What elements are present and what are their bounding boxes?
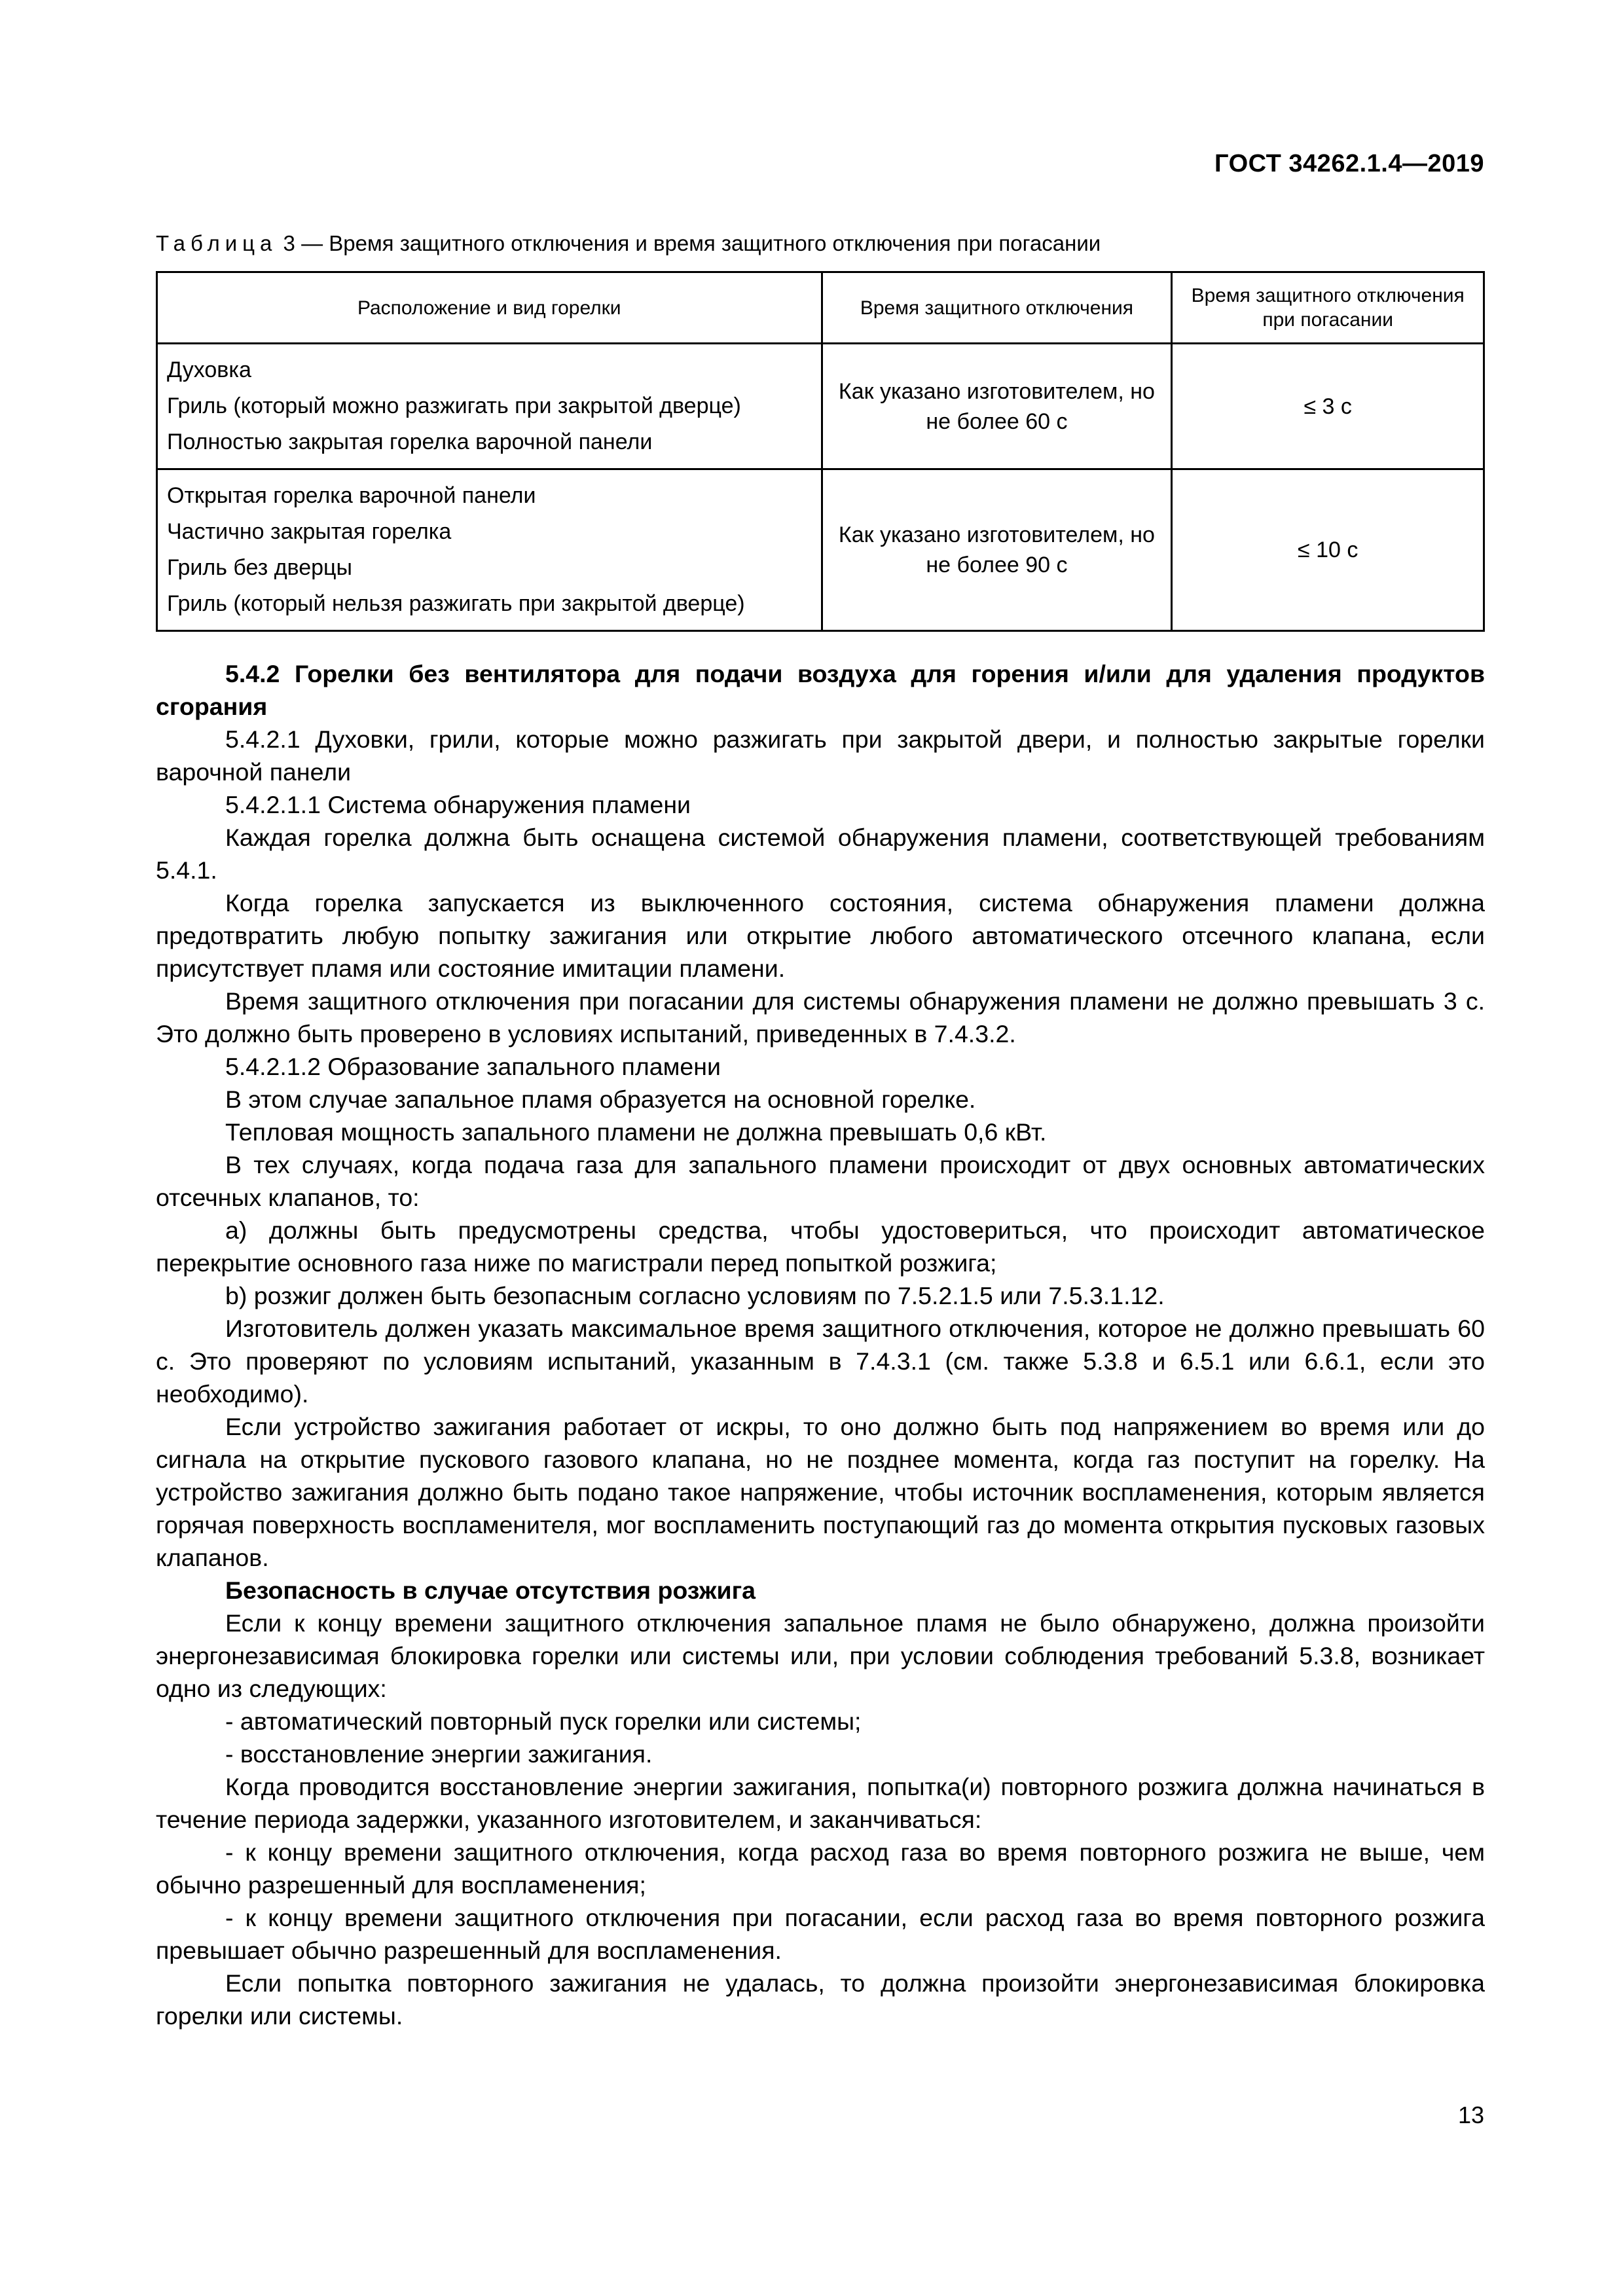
burner-item: Частично закрытая горелка: [167, 519, 452, 544]
dash-list-item: - к концу времени защитного отключения при погасании, если расход газа во время повторного розжига превышает обычно разрешенный для воспламенения.: [156, 1904, 1485, 1964]
paragraph: Если устройство зажигания работает от искры, то оно должно быть под напряжением во время или до сигнала на открытие пускового газового клапана, но не позднее момента, когда газ поступит на горелку. На устройство зажигания должно быть подано такое напряжение, чтобы источник воспламенения, которым является горячая поверхность воспламенителя, мог воспламенить поступающий газ до момента открытия пусковых газовых клапанов.: [156, 1413, 1485, 1571]
subsection-heading: 5.4.2.1.2 Образование запального пламени: [225, 1053, 721, 1080]
paragraph: Тепловая мощность запального пламени не должна превышать 0,6 кВт.: [225, 1118, 1047, 1146]
column-header-safety-time: Время защитного отключения: [822, 272, 1172, 344]
extinction-time-cell: ≤ 3 с: [1172, 344, 1484, 469]
burner-item: Духовка: [167, 357, 251, 382]
paragraph: Время защитного отключения при погасании для системы обнаружения пламени не должно превышать 3 с. Это должно быть проверено в условиях испытаний, приведенных в 7.4.3.2.: [156, 987, 1485, 1048]
paragraph: В тех случаях, когда подача газа для запального пламени происходит от двух основных автоматических отсечных клапанов, то:: [156, 1151, 1485, 1211]
column-header-burner: Расположение и вид горелки: [157, 272, 822, 344]
paragraph: Изготовитель должен указать максимальное время защитного отключения, которое не должно превышать 60 с. Это проверяют по условиям испытаний, указанным в 7.4.3.1 (см. также 5.3.8 и 6.5.1 или 6.6.1, если это необходимо).: [156, 1315, 1485, 1408]
extinction-time-cell: ≤ 10 с: [1172, 469, 1484, 631]
burner-item: Гриль без дверцы: [167, 555, 352, 580]
burner-item: Полностью закрытая горелка варочной панели: [167, 429, 653, 454]
burner-list-cell: [157, 469, 822, 631]
safety-time-cell: Как указано изготовителем, но не более 90 с: [822, 469, 1172, 631]
safety-time-cell: Как указано изготовителем, но не более 60 с: [822, 344, 1172, 469]
burner-item: Гриль (который нельзя разжигать при закрытой дверце): [167, 591, 745, 616]
burner-item: Открытая горелка варочной панели: [167, 483, 536, 508]
paragraph: Если к концу времени защитного отключения запальное пламя не было обнаружено, должна произойти энергонезависимая блокировка горелки или системы или, при условии соблюдения требований 5.3.8, возникает одно из следующих:: [156, 1609, 1485, 1702]
table-row: [157, 344, 1484, 469]
paragraph: Если попытка повторного зажигания не удалась, то должна произойти энергонезависимая блокировка горелки или системы.: [156, 1969, 1485, 2030]
table-row: [157, 469, 1484, 631]
burner-list-cell: [157, 344, 822, 469]
section-heading: 5.4.2 Горелки без вентилятора для подачи воздуха для горения и/или для удаления продуктов сгорания: [156, 660, 1485, 720]
paragraph: Когда горелка запускается из выключенного состояния, система обнаружения пламени должна предотвратить любую попытку зажигания или открытие любого автоматического отсечного клапана, если присутствует пламя или состояние имитации пламени.: [156, 889, 1485, 982]
dash-list-item: - к концу времени защитного отключения, когда расход газа во время повторного розжига не выше, чем обычно разрешенный для воспламенения;: [156, 1838, 1485, 1899]
safety-time-table: [156, 271, 1485, 632]
bold-subheading: Безопасность в случае отсутствия розжига: [225, 1576, 756, 1604]
list-item: а) должны быть предусмотрены средства, чтобы удостовериться, что происходит автоматическое перекрытие основного газа ниже по магистрали перед попыткой розжига;: [156, 1216, 1485, 1277]
table-caption: [156, 230, 1101, 257]
column-header-extinction-time: Время защитного отключения при погасании: [1172, 272, 1484, 344]
document-body: [156, 657, 1485, 2032]
dash-list-item: - восстановление энергии зажигания.: [225, 1740, 653, 1768]
table-caption-title: 3 — Время защитного отключения и время защитного отключения при погасании: [277, 231, 1101, 255]
burner-item: Гриль (который можно разжигать при закрытой дверце): [167, 393, 741, 418]
page-number: 13: [1457, 2102, 1484, 2128]
standard-code: ГОСТ 34262.1.4—2019: [1214, 150, 1484, 177]
paragraph: Когда проводится восстановление энергии зажигания, попытка(и) повторного розжига должна начинаться в течение периода задержки, указанного изготовителем, и заканчиваться:: [156, 1773, 1485, 1833]
subsection-heading: 5.4.2.1.1 Система обнаружения пламени: [225, 791, 691, 818]
table-caption-label: Таблица: [156, 231, 278, 255]
dash-list-item: - автоматический повторный пуск горелки или системы;: [225, 1707, 862, 1735]
paragraph: В этом случае запальное пламя образуется на основной горелке.: [225, 1085, 976, 1113]
list-item: b) розжиг должен быть безопасным согласно условиям по 7.5.2.1.5 или 7.5.3.1.12.: [225, 1282, 1165, 1309]
paragraph: Каждая горелка должна быть оснащена системой обнаружения пламени, соответствующей требованиям 5.4.1.: [156, 824, 1485, 884]
subsection-heading: 5.4.2.1 Духовки, грили, которые можно разжигать при закрытой двери, и полностью закрытые горелки варочной панели: [156, 725, 1485, 786]
table-header-row: [157, 272, 1484, 344]
